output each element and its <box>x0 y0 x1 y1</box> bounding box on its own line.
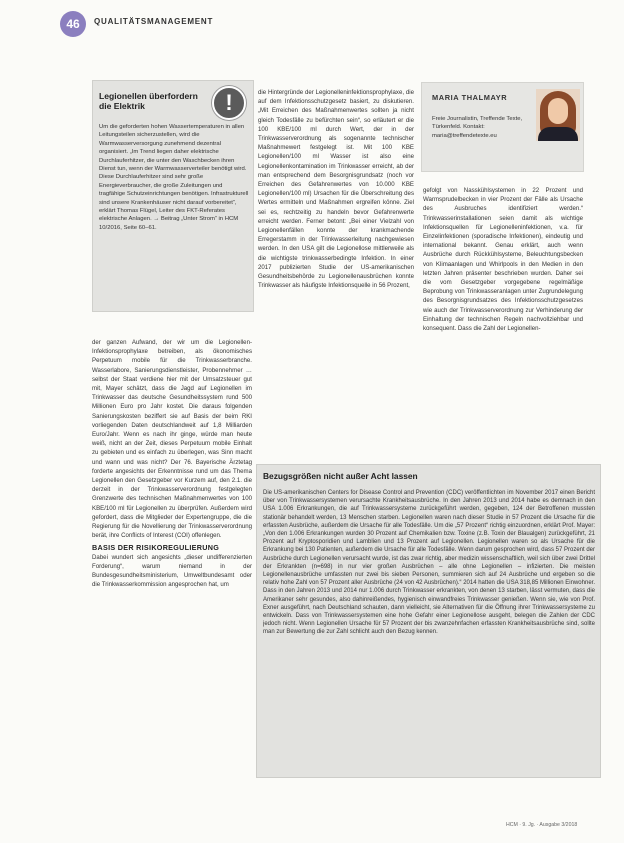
page-number-badge: 46 <box>60 11 86 37</box>
section-title: QUALITÄTSMANAGEMENT <box>94 17 214 26</box>
info-box-title: Legionellen überfordern die Elektrik <box>99 91 198 111</box>
author-photo <box>536 89 580 141</box>
info-box-text: Um die geforderten hohen Wassertemperaturen in allen Leitungsteilen sicherzustellen, wird die Warmwasserversorgung zunehmend dezentral organisiert. „Im Trend liegen daher elektrische Durchlauferhitzer, die unter den Waschbecken ihren Dienst tun, wenn der Warmwasserverteiler benötigt wird. Diese Durchlauferhitzer sind sehr große Energieverbraucher, die große Zuleitungen und tragfähige Schutzeinrichtungen benötigen. Infrastrukturell sind unsere Krankenhäuser nicht darauf vorbereitet“, erklärt Thomas Flügel, Leiter des FKT-Referates elektrische Anlagen. → Beitrag „Unter Strom“ in HCM 10/2016, Seite 60–61. <box>99 124 249 231</box>
page-footer: HCM · 9. Jg. · Ausgabe 3/2018 <box>506 822 578 828</box>
reference-values-box <box>256 464 601 778</box>
author-bio: Freie Journalistin, Treffende Texte, Türkenfeld. Kontakt: maria@treffendetexte.eu <box>432 116 523 139</box>
subhead-risk-regulation: BASIS DER RISIKOREGULIERUNG <box>92 543 220 553</box>
article-column-3 <box>423 186 583 444</box>
column-2-text: die Hintergründe der Legionelleninfektionsprophylaxe, die auf dem Infektionsschutzgesetz basiert, zu diskutieren. „Mit Erreichen des Maßnahmenwertes sollten ja nicht gleich Todesfälle zu befürchten sein“, so erläutert er die 100 KBE/100 ml durch Wert, der in der Trinkwasserverordnung als sogenannte technischer Maßnahmewert festgelegt ist. Mit 100 KBE Legionellen/100 ml Wasser ist also eine Legionellenkontamination im Trinkwasser erreicht, ab der man entsprechend dem Besorgnisgrundsatz (noch vor Erreichen des Gefahrenwertes von 10.000 KBE Legionellen/100 ml) Ursachen für die Überschreitung des Wertes ermitteln und Maßnahmen ergreifen könne. Ziel sei es, rechtzeitig zu handeln bevor Gefahrenwerte erreicht werden. Ferner betont: „Bei einer Vielzahl von Legionellenfällen konnte der krankmachende Erregerstamm in der Trinkwasserleitung nachgewiesen werden. In den USA gilt die Legionellose mittlerweile als die wichtigste trinkwasserbedingte Infektion. In einer 2017 publizierten Studie der US-amerikanischen Gesundheitsbehörde zu Legionellenausbrüchen konnte Trinkwasser als häufigste Infektionsquelle in 56 Prozent, <box>258 89 414 290</box>
reference-box-text: Die US-amerikanischen Centers for Disease Control and Prevention (CDC) veröffentlichten im November 2017 einen Bericht über von Trinkwassersystemen verursachte Krankheitsausbrüche. In den Jahren 2013 und 2014 habe es demnach in den USA 1.006 Erkrankungen, die auf Trinkwassersysteme zurückgeführt werden, gegeben, 124 der Betroffenen mussten stationär behandelt werden, 13 Menschen starben. Legionellen waren nach dieser Studie in 57 Prozent die Ursache für die erfassten Ausbrüche, außerdem die Ursache für alle Todesfälle. Um die „57 Prozent“ richtig einzuordnen, erklärt Prof. Mayer: „Von den 1.006 Erkrankungen wurden 30 Prozent auf Chemikalien bzw. Toxine (z.B. Toxin der Blaualgen) zurückgeführt, 21 Prozent auf Kryptosporidien und Lamblien und 13 Prozent auf Legionellen. Legionellen waren so als Ursache für die Erkrankung bei 130 Patienten, außerdem die Ursache für alle Todesfälle. Wenn darum gesprochen wird, dass 57 Prozent der Ausbrüche durch Legionellen verursacht wurde, ist das zwar richtig, aber medizin wissenschaftlich, weil sich über zwei Drittel der Erkrankten (n=698) in nur vier großen Ausbrüchen – alle ohne Legionellen – infizierten. Die meisten Legionellenausbrüche umfassten nur zwei bis sieben Personen, summieren sich auf 24 Ausbrüche und ergeben so die relativ hohe Zahl von 57 Prozent aller Ausbrüche (24 von 42 Ausbrüchen).“ 2014 hatten die USA 318,85 Millionen Einwohner. Dass in den Jahren 2013 und 2014 nur 1.006 durch Trinkwasser erkrankten, von denen 13 starben, lässt vermuten, dass die Amerikaner sehr gesundes, also dahinreißendes, hygienisch einwandfreies Trinkwasser genießen. Wenn sie, wie von Prof. Exner ausgeführt, nach Deutschland schauten, dann vielleicht, sie Alternativen für die Öffnung ihrer Trinkwassersysteme zu entwickeln. Dass von Trinkwassersystemen eine hohe Gefahr einer Legionellose ausgeht, belegen die Zahlen der CDC jedoch nicht. Wenn Legionellen Ursache für 57 Prozent der bis zwanzehnfachen erfassten Krankheitsausbrüche sind, sollte man zur Bewertung die zur Zahl schlicht auch den Bezug kennen. <box>263 490 595 636</box>
author-name: MARIA THALMAYR <box>432 93 508 102</box>
reference-box-title: Bezugsgrößen nicht außer Acht lassen <box>263 471 418 481</box>
column-3-text: gefolgt von Nasskühlsystemen in 22 Prozent und Warmsprudelbecken in vier Prozent der Fälle als Ursache des Ausbruches identifiziert werden.“ Trinkwasserinstallationen seien damit als wichtige Infektionsquellen für Legionelleninfektionen, v.a. für Einzelinfektionen (sporadische Infektionen), eindeutig und international bekannt. Genau erklärt, auch wenn Ausbrüche durch Rückkühlsysteme, Beleuchtungsbecken von Klimaanlagen und Whirlpools in den Medien in den letzten Jahren präsenter beschrieben wurden. Daher sei die vom Gesetzgeber vorgegebene regelmäßige Beprobung von Trinkwasseranlagen unter Zugrundelegung des Besorgnisgrundsatzes des Infektionsschutzgesetzes wie auch der Trinkwasserverordnung zur Verhinderung der Einhaltung der technischen Regeln nachvollziehbar und konsequent. Dass die Zahl der Legionellen- <box>423 187 583 333</box>
exclamation-icon: ! <box>212 86 246 120</box>
column-1-text-continued: Dabei wundert sich angesichts „dieser undifferenzierten Forderung“, warum niemand in der Bundesgesundheitsministerium, Umweltbundesamt oder die Trinkwasserkommission angesprochen hat, um <box>92 553 252 589</box>
author-box <box>421 82 584 172</box>
article-column-2 <box>258 88 414 443</box>
article-column-1 <box>92 338 252 804</box>
column-1-text: der ganzen Aufwand, der wir um die Legionellen-Infektionsprophylaxe betreiben, als ökonomisches Perpetuum mobile für die Trinkwasserbranche. Wasserlabore, Sanierungsdienstleister, Probennehmer … selbst der Staat verdiene hier mit der Umsatzsteuer gut mit, Mayer schätzt, dass die Jagd auf Legionellen im Trinkwasser das deutsche Gesundheitssystem rund 500 Millionen Euro pro Jahr kostet. Die daraus folgenden Sanierungskosten beziffert sie auf Basis der beim RKI vorliegenden Daten deutschlandweit auf 1,8 Milliarden Euro/Jahr. Wenn es nach ihr ginge, würde man heute weiß, nicht an der Zeit, dieses Perpetuum mobile Einhalt zu gebieten und es einfach zu überlegen, was Sinn macht und wann und was nicht? Der 76. Bayerische Ärztetag forderte angesichts der Erkenntnisse rund um das Thema Legionellen den Gesetzgeber vor Kurzem auf, den 2.1. die derzeit in der Trinkwasserverordnung festgelegten Grenzwerte des technischen Maßnahmenwertes von 100 KBE/100 ml für Legionellen zu überprüfen. Außerdem wird gefordert, dass die Mitglieder der Expertengruppe, die die Regierung für die Novellierung der Trinkwasserverordnung berät, ihre Conflicts of Interest (COI) offenlegen. <box>92 339 252 540</box>
